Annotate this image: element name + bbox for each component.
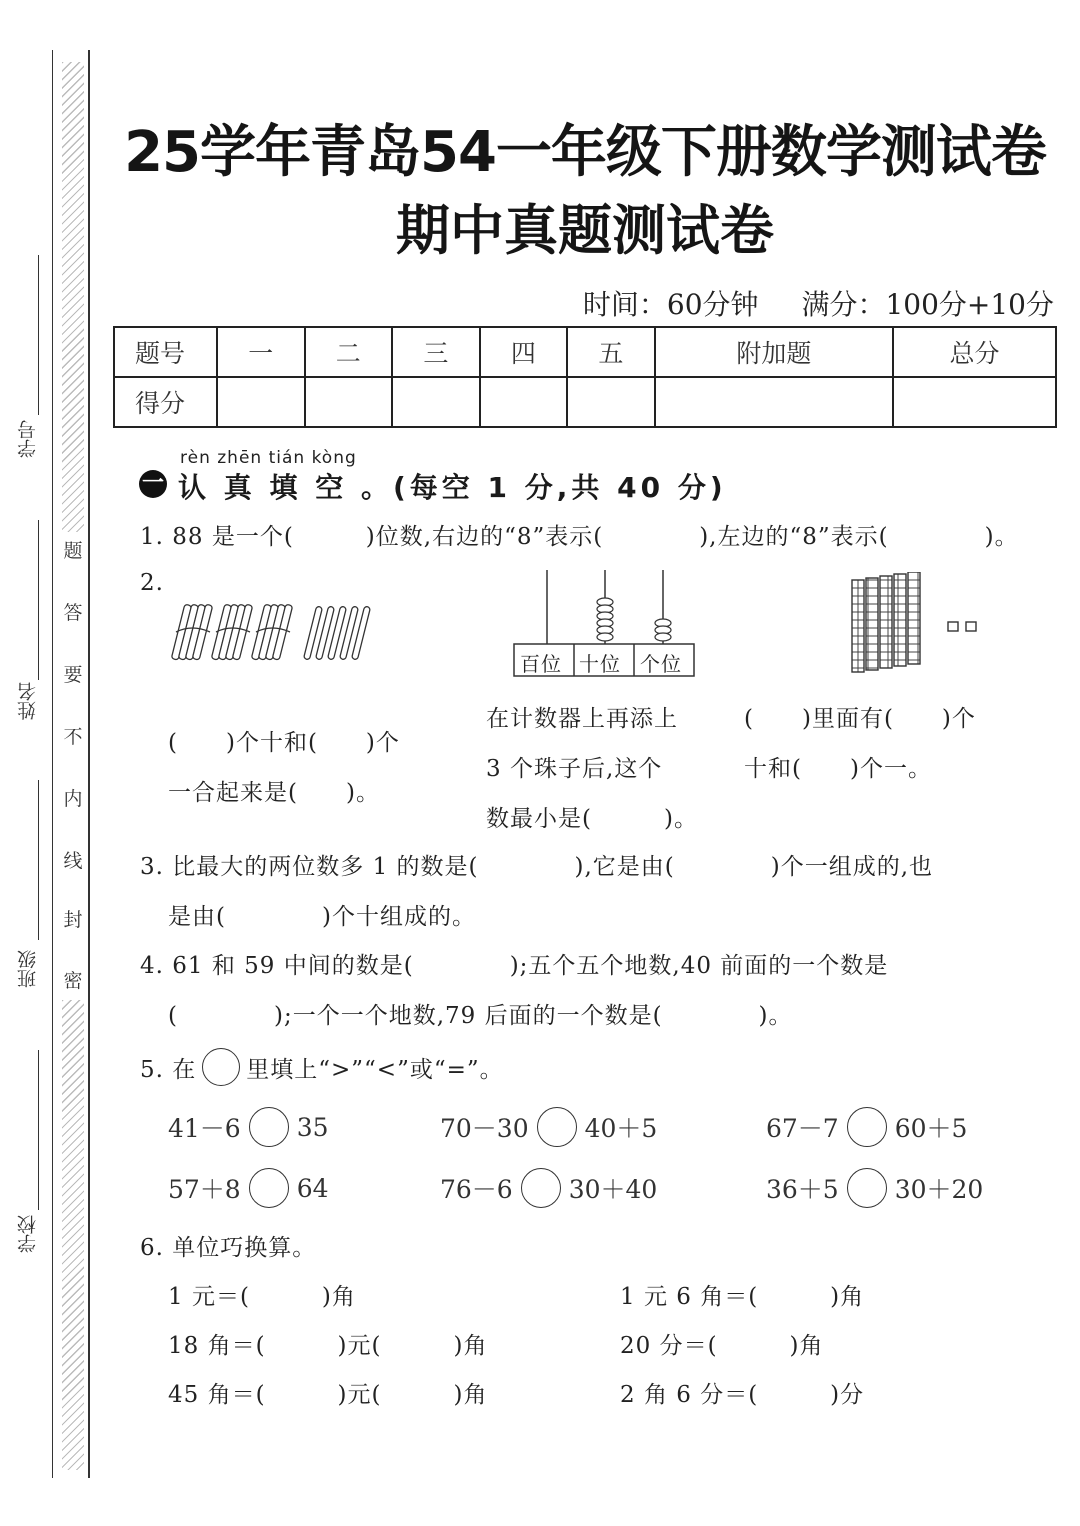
score-table-header-row: [114, 327, 1056, 377]
unit-conversion-item: 1 元 6 角＝( )角: [620, 1284, 865, 1310]
compare-item: [440, 1107, 657, 1147]
school-label: 学校: [17, 1215, 39, 1253]
binding-line-inner: [88, 50, 90, 1478]
abacus-ones-beads: [655, 619, 671, 641]
question-2b-line-3: 数最小是( )。: [486, 806, 698, 832]
unit-conversion-item: 2 角 6 分＝( )分: [620, 1382, 865, 1408]
base-ten-blocks-illustration: [848, 572, 988, 676]
seal-char: 不: [63, 726, 83, 748]
name-label: 姓名: [17, 682, 39, 720]
abacus-label-ones: 个位: [640, 652, 682, 676]
score-cell-header: 二: [305, 327, 393, 377]
question-4-line-2: ( );一个一个地数,79 后面的一个数是( )。: [168, 1003, 793, 1029]
compare-answer-circle[interactable]: [537, 1107, 577, 1147]
question-5-prefix: 5. 在: [140, 1056, 197, 1083]
score-cell-header: 一: [217, 327, 305, 377]
binding-hatch-bottom: [62, 1000, 84, 1470]
seal-char: 封: [63, 909, 83, 931]
compare-answer-circle[interactable]: [249, 1107, 289, 1147]
score-cell-header: 四: [480, 327, 568, 377]
single-sticks: [304, 606, 371, 660]
section-title: 认 真 填 空 。(每空 1 分,共 40 分): [178, 471, 727, 504]
compare-left: 76－6: [440, 1175, 513, 1204]
class-label: 班级: [17, 950, 39, 988]
score-input-cell[interactable]: [567, 377, 655, 427]
question-2-number: 2.: [140, 570, 164, 596]
seal-char: 要: [63, 664, 83, 686]
seal-char: 题: [63, 540, 83, 562]
compare-answer-circle[interactable]: [249, 1168, 289, 1208]
score-input-cell[interactable]: [392, 377, 480, 427]
class-line: [38, 780, 39, 940]
question-3-line-2: 是由( )个十组成的。: [168, 904, 476, 930]
question-2a-line-2: 一合起来是( )。: [168, 780, 380, 806]
compare-item: [440, 1168, 657, 1208]
abacus-tens-beads: [597, 598, 613, 641]
stick-bundle-1: [171, 604, 212, 660]
exam-meta: [549, 283, 1054, 323]
question-1: 1. 88 是一个( )位数,右边的“8”表示( ),左边的“8”表示( )。: [140, 524, 1019, 550]
compare-right: 60＋5: [894, 1114, 968, 1143]
section-pinyin: rèn zhēn tián kòng: [180, 448, 357, 468]
binding-line-outer: [52, 50, 53, 1478]
score-cell-header: 附加题: [655, 327, 893, 377]
compare-right: 35: [296, 1112, 329, 1142]
title-line-1: 25学年青岛54一年级下册数学测试卷: [124, 120, 1046, 185]
abacus-label-tens: 十位: [579, 652, 621, 676]
unit-cubes: [948, 622, 976, 631]
score-input-cell[interactable]: [480, 377, 568, 427]
section-number-badge: 一: [139, 470, 167, 498]
compare-item: [766, 1168, 983, 1208]
score-input-cell[interactable]: [217, 377, 305, 427]
student-no-label: 学号: [17, 420, 39, 458]
question-3-line-1: 3. 比最大的两位数多 1 的数是( ),它是由( )个一组成的,也: [140, 854, 934, 880]
compare-left: 57＋8: [168, 1175, 241, 1204]
compare-right: 64: [296, 1173, 329, 1203]
unit-conversion-item: 45 角＝( )元( )角: [168, 1382, 488, 1408]
score-input-cell[interactable]: [305, 377, 393, 427]
question-2c-line-1: ( )里面有( )个: [744, 706, 976, 732]
score-cell-header: 总分: [893, 327, 1056, 377]
question-5-suffix: 里填上“>”“<”或“=”。: [246, 1056, 504, 1083]
seal-char: 答: [63, 602, 83, 624]
compare-right: 30＋20: [894, 1175, 984, 1204]
name-line: [38, 520, 39, 680]
question-2a-line-1: ( )个十和( )个: [168, 730, 400, 756]
compare-item: [168, 1107, 329, 1147]
school-line: [38, 1050, 39, 1210]
circle-symbol-icon: [202, 1048, 240, 1086]
stick-bundle-2: [211, 604, 252, 660]
compare-item: [168, 1168, 329, 1208]
question-6-title: 6. 单位巧换算。: [140, 1235, 317, 1261]
score-table: [113, 326, 1057, 428]
score-cell-header: 五: [567, 327, 655, 377]
binding-hatch-top: [62, 62, 84, 532]
seal-char: 线: [63, 850, 83, 872]
question-4-line-1: 4. 61 和 59 中间的数是( );五个五个地数,40 前面的一个数是: [140, 953, 889, 979]
stick-bundle-3: [251, 604, 292, 660]
ten-rods: [852, 572, 920, 672]
sticks-bundles-illustration: [170, 598, 380, 668]
seal-char: 内: [63, 788, 83, 810]
unit-conversion-item: 18 角＝( )元( )角: [168, 1333, 488, 1359]
compare-left: 70－30: [440, 1114, 529, 1143]
score-input-cell[interactable]: [655, 377, 893, 427]
title-line-2: 期中真题测试卷: [396, 199, 774, 262]
question-2b-line-1: 在计数器上再添上: [486, 706, 678, 732]
score-cell-label: 题号: [114, 327, 217, 377]
compare-left: 41－6: [168, 1114, 241, 1143]
compare-answer-circle[interactable]: [847, 1168, 887, 1208]
seal-char: 密: [63, 970, 83, 992]
compare-item: [766, 1107, 967, 1147]
score-row-label: 得分: [114, 377, 217, 427]
unit-conversion-item: 20 分＝( )角: [620, 1333, 824, 1359]
compare-right: 30＋40: [568, 1175, 658, 1204]
full-score: 满分：100分+10分: [801, 288, 1054, 321]
question-5-instruction: [140, 1048, 504, 1086]
compare-left: 36＋5: [766, 1175, 839, 1204]
score-input-cell[interactable]: [893, 377, 1056, 427]
abacus-label-hundreds: 百位: [520, 652, 562, 676]
compare-answer-circle[interactable]: [521, 1168, 561, 1208]
score-cell-header: 三: [392, 327, 480, 377]
time-limit: 时间：60分钟: [582, 288, 759, 321]
unit-conversion-item: 1 元＝( )角: [168, 1284, 356, 1310]
compare-left: 67－7: [766, 1114, 839, 1143]
student-no-line: [38, 255, 39, 415]
score-table-score-row: [114, 377, 1056, 427]
question-2b-line-2: 3 个珠子后,这个: [486, 756, 663, 782]
compare-right: 40＋5: [584, 1114, 658, 1143]
question-2c-line-2: 十和( )个一。: [744, 756, 932, 782]
compare-answer-circle[interactable]: [847, 1107, 887, 1147]
